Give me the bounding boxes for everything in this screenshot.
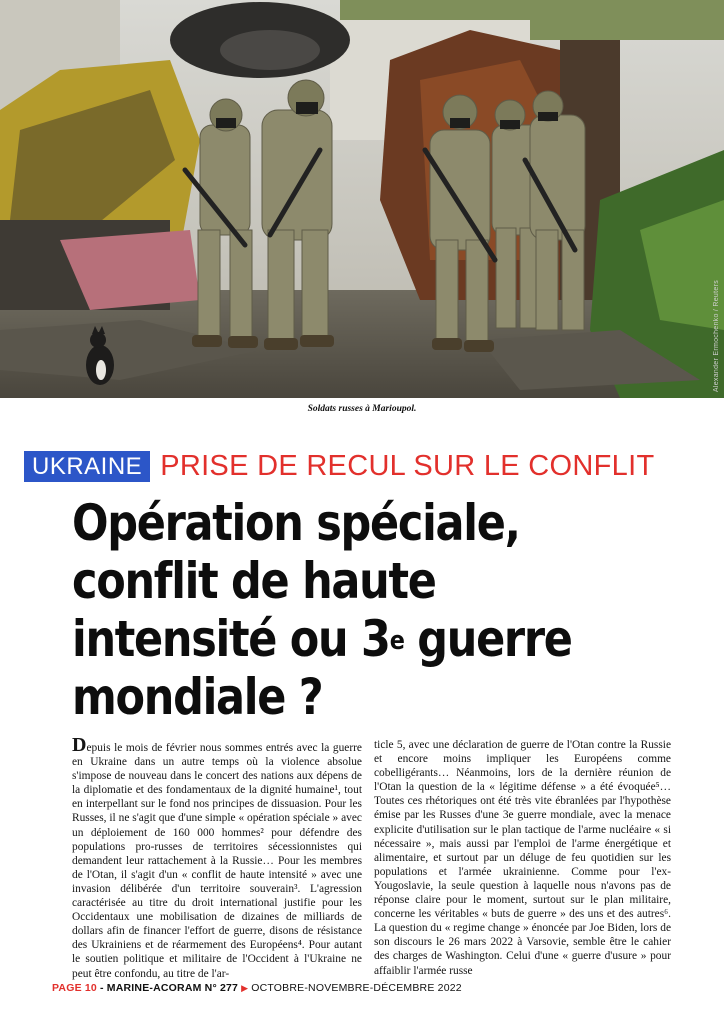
footer-arrow-icon: ▶: [241, 982, 249, 993]
footer-page-number: PAGE 10: [52, 982, 97, 994]
section-tag: UKRAINE: [24, 451, 150, 482]
hero-photo: [0, 0, 724, 398]
dropcap: D: [72, 734, 87, 756]
headline-line-3-a: intensité ou 3: [72, 610, 390, 668]
headline-line-3-b: guerre: [403, 610, 572, 668]
footer-magazine: - MARINE-ACORAM N° 277: [99, 982, 239, 994]
headline: [72, 494, 712, 726]
headline-line-4: mondiale ?: [72, 668, 323, 726]
headline-line-2: conflit de haute: [72, 552, 436, 610]
kicker-title: PRISE DE RECUL SUR LE CONFLIT: [160, 450, 655, 482]
body-column-1: [72, 734, 362, 981]
body-paragraph-1: [72, 734, 362, 981]
headline-line-1: Opération spéciale,: [72, 494, 520, 552]
soldiers-photo-illustration: [0, 0, 724, 398]
footer-date: OCTOBRE-NOVEMBRE-DÉCEMBRE 2022: [251, 982, 462, 994]
body-col1-text: epuis le mois de février nous sommes entrés avec la guerre en Ukraine dans un autre temps où la violence absolue s'impose de nouveau dans le concert des nations aux dépens de la diplomatie et des fondamentaux de la dignité humaine¹, tout en interpellant sur le fond nos principes de dissuasion. Pour les Russes, il ne s'agit que d'une simple « opération spéciale » avec un déploiement de 160 000 hommes² pour défendre des populations pro-russes de territoires sécessionnistes qui demandent leur rattachement à la Russie… Pour les membres de l'Otan, il s'agit d'un « conflit de haute intensité » avec une invasion délibérée d'un territoire souverain³. L'agression caractérisée au titre du droit international justifie pour les Occidentaux une mobilisation de dizaines de milliards de dollars afin de financer l'effort de guerre, disons de résistance des Ukrainiens et de réarmement des Européens⁴. Pour autant le soutien politique et militaire de l'Occident à l'Ukraine ne peut être confondu, au titre de l'ar-: [72, 742, 362, 980]
headline-line-3: [72, 610, 622, 668]
kicker-row: [24, 450, 654, 482]
photo-caption: Soldats russes à Marioupol.: [307, 404, 417, 414]
headline-superscript: e: [389, 626, 404, 656]
body-column-2: [374, 738, 671, 978]
page-footer: [52, 982, 462, 994]
photo-credit: Alexander Ermochenko / Reuters: [713, 280, 720, 393]
body-col2-text: ticle 5, avec une déclaration de guerre de l'Otan contre la Russie et encore moins impliquer les Européens comme cobelligérants… Néanmoins, lors de la dernière réunion de l'Otan la question de la « légitime défense » a été évoquée⁵… Toutes ces rhétoriques ont été très vite ébranlées par l'hypothèse émise par les Russes d'une 3e guerre mondiale, avec la menace explicite d'utilisation sur le plan tactique de l'arme nucléaire « si nécessaire », mais aussi par l'emploi de l'arme énergétique et alimentaire, et surtout par un déluge de feu quotidien sur les populations et l'armée ukrainienne. Comme pour l'ex-Yougoslavie, la seule question à laquelle nous n'avons pas de réponse claire pour le moment, surtout sur le plan militaire, concerne les véritables « buts de guerre » des uns et des autres⁶. La question du « regime change » énoncée par Joe Biden, lors de son discours le 26 mars 2022 à Varsovie, semble être le cahier des charges de Washington. Celui d'une « guerre d'usure » pour affaiblir l'armée russe: [374, 739, 671, 977]
